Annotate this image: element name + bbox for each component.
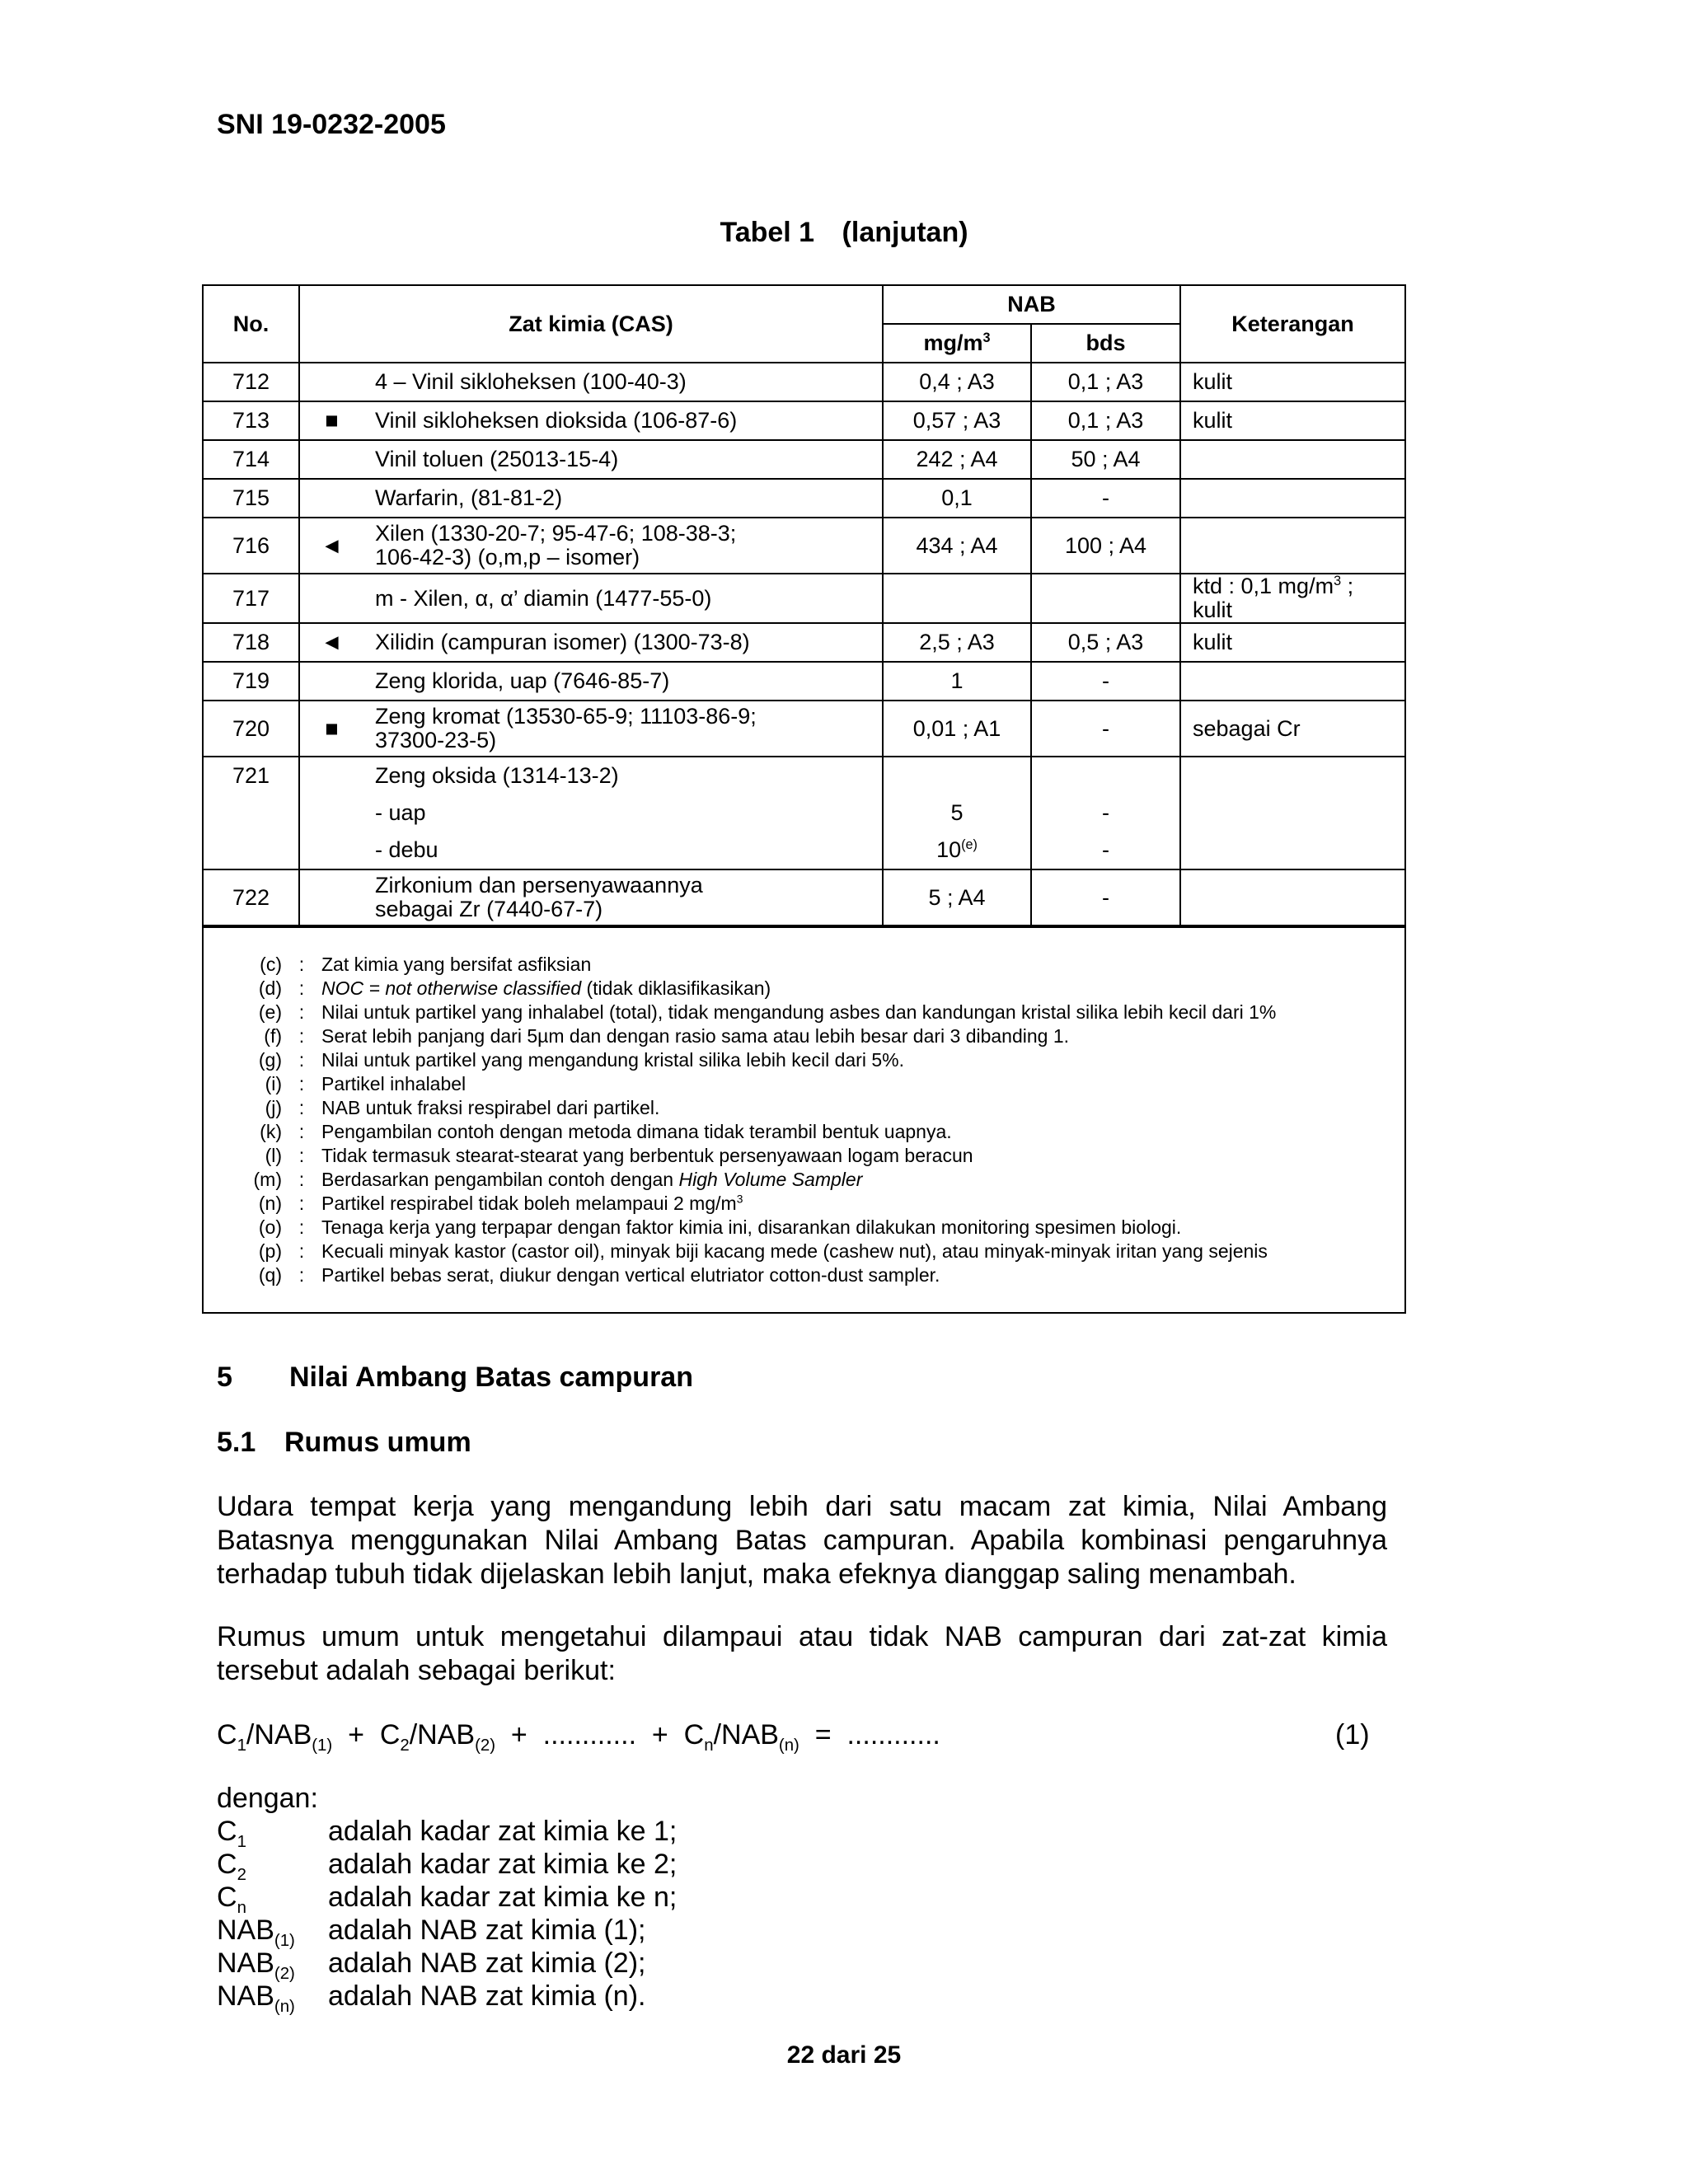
row-name-main: Zeng oksida (1314-13-2) [375,763,619,788]
section-5-heading [217,1361,693,1394]
row-bds-uap: - [1102,800,1109,825]
ket-sup: 3 [1334,574,1342,588]
row-bds: 0,5 ; A3 [1031,623,1180,662]
table-row [204,401,1404,440]
row-bds-debu: - [1102,837,1109,862]
row-name-line2: sebagai Zr (7440-67-7) [375,897,603,921]
note-code: (j) [265,1097,282,1118]
row-bds [1031,574,1180,623]
definition-text: adalah kadar zat kimia ke n; [328,1882,678,1913]
note-colon: : [298,954,305,975]
row-mg [883,757,1031,869]
definition-text: adalah kadar zat kimia ke 2; [328,1849,678,1880]
row-name [363,869,883,926]
row-name [363,701,883,757]
row-name: Vinil toluen (25013-15-4) [363,440,883,479]
paragraph-2: Rumus umum untuk mengetahui dilampaui atau tidak NAB campuran dari zat-zat kimia tersebut adalah sebagai berikut: [217,1621,1387,1686]
triangle-marker-icon: ◄ [299,518,363,574]
note-text-main: Berdasarkan pengambilan contoh dengan [321,1169,679,1190]
row-name: Zeng klorida, uap (7646-85-7) [363,662,883,701]
definition-variable [217,1914,328,1950]
row-name: Vinil sikloheksen dioksida (106-87-6) [363,401,883,440]
definition-variable [217,1848,328,1884]
note-colon: : [298,1169,305,1190]
note-text [321,1001,1404,1024]
note-text [321,1120,1404,1144]
definition-variable-text: NAB [217,1915,274,1946]
nab-table-container [202,284,1406,1314]
row-name-line2: 106-42-3) (o,m,p – isomer) [375,545,640,569]
note-text-main: Partikel bebas serat, diukur dengan vertical elutriator cotton-dust sampler. [321,1264,940,1286]
row-no: 715 [204,479,299,518]
formula-c1-sub: 1 [237,1736,246,1755]
note-item [204,1263,1404,1287]
row-mg: 0,01 ; A1 [883,701,1031,757]
ket-tail: ; kulit [1193,574,1354,622]
row-no: 722 [204,869,299,926]
definition-variable-sub: n [237,1898,246,1917]
definition-item [217,1980,677,2016]
note-colon: : [298,1049,305,1071]
note-item [204,977,1404,1001]
note-code: (q) [258,1264,282,1286]
definition-variable-text: C [217,1849,237,1880]
row-mg: 0,1 [883,479,1031,518]
note-item [204,1072,1404,1096]
row-name [363,757,883,869]
row-mg: 434 ; A4 [883,518,1031,574]
table-notes [204,926,1404,1312]
row-no: 718 [204,623,299,662]
note-colon: : [298,1001,305,1023]
row-name [363,518,883,574]
definition-text: adalah NAB zat kimia (2); [328,1947,646,1979]
formula-c1: C [217,1719,237,1750]
row-mg-uap: 5 [950,800,964,825]
row-no: 713 [204,401,299,440]
dengan-label: dengan: [217,1783,318,1814]
table-row [204,440,1404,479]
formula-equals: = ............ [799,1719,940,1750]
header-bds: bds [1031,324,1180,363]
section-number: 5.1 [217,1427,256,1458]
note-sup: 3 [736,1193,743,1206]
definition-text: adalah kadar zat kimia ke 1; [328,1816,678,1847]
note-text-main: NAB untuk fraksi respirabel dari partikel. [321,1097,660,1118]
row-no: 716 [204,518,299,574]
definition-variable-sub: 1 [237,1832,246,1851]
note-code: (i) [265,1073,282,1094]
square-marker-icon: ■ [299,701,363,757]
note-item [204,1216,1404,1240]
definition-item [217,1914,677,1950]
note-colon: : [298,1097,305,1118]
ket-text: ktd : 0,1 mg/m [1193,574,1334,598]
row-bds: - [1031,662,1180,701]
definition-variable [217,1881,328,1917]
note-text-main: (tidak diklasifikasikan) [581,977,771,999]
note-colon: : [298,1145,305,1166]
row-name-line1: Xilen (1330-20-7; 95-47-6; 108-38-3; [375,521,737,546]
row-keterangan: sebagai Cr [1180,701,1404,757]
table-title-label: Tabel 1 [720,217,815,248]
formula-cn-sub: n [704,1736,714,1755]
definition-variable-text: NAB [217,1947,274,1979]
note-code: (c) [260,954,282,975]
definition-variable [217,1815,328,1851]
definition-variable-sub: (1) [274,1931,295,1950]
document-header: SNI 19-0232-2005 [217,109,446,140]
note-text [321,1240,1404,1263]
row-bds: 50 ; A4 [1031,440,1180,479]
note-text-main: Kecuali minyak kastor (castor oil), minyak biji kacang mede (cashew nut), atau minyak-minyak iritan yang sejenis [321,1240,1268,1262]
row-mg: 1 [883,662,1031,701]
row-bds: 100 ; A4 [1031,518,1180,574]
definition-variable [217,1980,328,2016]
note-text-main: Serat lebih panjang dari 5µm dan dengan rasio sama atau lebih besar dari 3 dibanding 1. [321,1025,1070,1047]
table-title [0,217,1688,249]
note-colon: : [298,1264,305,1286]
table-row [204,662,1404,701]
note-item [204,1096,1404,1120]
row-mg: 5 ; A4 [883,869,1031,926]
formula-nab1-sub: (1) [312,1736,333,1755]
note-item [204,1001,1404,1024]
note-item [204,1192,1404,1216]
formula-nab2-sub: (2) [475,1736,496,1755]
row-keterangan: kulit [1180,623,1404,662]
row-keterangan [1180,440,1404,479]
formula-plus2: + ............ + [495,1719,684,1750]
note-text [321,1024,1404,1048]
note-colon: : [298,1073,305,1094]
row-keterangan [1180,757,1404,869]
note-colon: : [298,977,305,999]
table-row [204,869,1404,926]
row-mg-empty [895,757,1019,794]
note-code: (d) [258,977,282,999]
row-keterangan [1180,518,1404,574]
definition-variable-text: C [217,1816,237,1847]
triangle-marker-icon: ◄ [299,623,363,662]
row-bds: 0,1 ; A3 [1031,401,1180,440]
section-5-1-heading [217,1427,471,1459]
table-row [204,757,1404,869]
table-row [204,518,1404,574]
row-name-line2: 37300-23-5) [375,728,497,752]
note-colon: : [298,1216,305,1238]
header-zat-kimia: Zat kimia (CAS) [299,286,883,363]
definition-item [217,1881,678,1917]
note-text-main: Partikel respirabel tidak boleh melampaui 2 mg/m [321,1193,737,1214]
note-text [321,1096,1404,1120]
row-keterangan [1180,479,1404,518]
row-mg-debu-sup: (e) [961,837,978,852]
row-bds: - [1031,701,1180,757]
definition-variable-text: C [217,1882,237,1913]
square-marker-icon: ■ [299,401,363,440]
definition-item [217,1947,677,1983]
row-bds-empty [1043,757,1168,794]
row-mg: 0,4 ; A3 [883,363,1031,401]
row-name: m - Xilen, α, α’ diamin (1477-55-0) [363,574,883,623]
note-text-main: Partikel inhalabel [321,1073,467,1094]
definition-variable [217,1947,328,1983]
note-code: (o) [258,1216,282,1238]
row-no: 720 [204,701,299,757]
note-colon: : [298,1193,305,1214]
row-keterangan [1180,574,1404,623]
definition-variable-sub: 2 [237,1865,246,1884]
definition-item [217,1848,678,1884]
note-item [204,1240,1404,1263]
row-keterangan [1180,662,1404,701]
note-code: (g) [258,1049,282,1071]
formula [217,1719,940,1755]
note-text [321,1072,1404,1096]
row-name: Xilidin (campuran isomer) (1300-73-8) [363,623,883,662]
note-colon: : [298,1240,305,1262]
header-mg-sup: 3 [982,330,991,345]
row-bds [1031,757,1180,869]
row-bds: - [1031,479,1180,518]
note-text [321,977,1404,1001]
row-marker [299,479,363,518]
row-name-line1: Zirkonium dan persenyawaannya [375,873,703,898]
formula-c2-sub: 2 [400,1736,410,1755]
row-no: 717 [204,574,299,623]
table-row [204,623,1404,662]
row-mg [883,574,1031,623]
section-number: 5 [217,1361,232,1393]
note-item [204,1048,1404,1072]
row-name: Warfarin, (81-81-2) [363,479,883,518]
formula-nabn-sub: (n) [778,1736,799,1755]
note-code: (n) [258,1193,282,1214]
definitions-list [217,1815,678,2016]
row-keterangan [1180,869,1404,926]
row-no: 721 [204,757,299,869]
section-title: Rumus umum [284,1427,471,1458]
note-text-italic: High Volume Sampler [678,1169,863,1190]
note-code: (m) [253,1169,282,1190]
row-no: 719 [204,662,299,701]
row-marker [299,574,363,623]
note-text-main: Zat kimia yang bersifat asfiksian [321,954,592,975]
formula-plus1: + [332,1719,380,1750]
row-marker [299,662,363,701]
note-item [204,1024,1404,1048]
row-name: 4 – Vinil sikloheksen (100-40-3) [363,363,883,401]
note-text [321,1263,1404,1287]
note-code: (l) [265,1145,282,1166]
note-text [321,1048,1404,1072]
row-mg: 2,5 ; A3 [883,623,1031,662]
table-row [204,574,1404,623]
note-colon: : [298,1025,305,1047]
row-sub-debu: - debu [375,837,438,862]
row-name-line1: Zeng kromat (13530-65-9; 11103-86-9; [375,704,757,729]
row-bds: - [1031,869,1180,926]
row-marker [299,757,363,869]
note-item [204,1120,1404,1144]
note-text-main: Tidak termasuk stearat-stearat yang berbentuk persenyawaan logam beracun [321,1145,973,1166]
table-row [204,363,1404,401]
definition-variable-sub: (n) [274,1997,295,2016]
nab-table [204,286,1404,926]
note-colon: : [298,1121,305,1142]
row-marker [299,869,363,926]
table-row [204,701,1404,757]
header-mg-text: mg/m [923,330,983,355]
note-text-main: Tenaga kerja yang terpapar dengan faktor kimia ini, disarankan dilakukan monitoring spesimen biologi. [321,1216,1182,1238]
definition-text: adalah NAB zat kimia (1); [328,1915,646,1946]
note-code: (e) [258,1001,282,1023]
formula-nab2: /NAB [409,1719,476,1750]
row-mg-debu [895,832,1019,869]
formula-nabn: /NAB [713,1719,779,1750]
formula-c2: C [379,1719,401,1750]
note-code: (f) [264,1025,282,1047]
definition-variable-text: NAB [217,1980,274,2012]
note-item [204,953,1404,977]
definition-item [217,1815,678,1851]
row-sub-uap: - uap [375,800,426,825]
definition-text: adalah NAB zat kimia (n). [328,1980,646,2012]
table-row [204,479,1404,518]
row-marker [299,363,363,401]
note-text [321,953,1404,977]
note-text [321,1216,1404,1240]
note-text-italic: NOC = not otherwise classified [321,977,582,999]
header-nab: NAB [883,286,1180,324]
formula-cn: C [683,1719,705,1750]
row-keterangan: kulit [1180,363,1404,401]
note-code: (p) [258,1240,282,1262]
note-text-main: Nilai untuk partikel yang inhalabel (total), tidak mengandung asbes dan kandungan kristal silika lebih kecil dari 1% [321,1001,1277,1023]
formula-nab1: /NAB [246,1719,312,1750]
row-mg: 242 ; A4 [883,440,1031,479]
row-bds: 0,1 ; A3 [1031,363,1180,401]
note-text [321,1168,1404,1192]
row-mg: 0,57 ; A3 [883,401,1031,440]
row-mg-debu-value: 10 [936,837,962,862]
note-text-main: Pengambilan contoh dengan metoda dimana tidak terambil bentuk uapnya. [321,1121,952,1142]
section-title: Nilai Ambang Batas campuran [289,1361,693,1393]
note-item [204,1144,1404,1168]
header-keterangan: Keterangan [1180,286,1404,363]
row-no: 712 [204,363,299,401]
header-mg-m3 [883,324,1031,363]
note-item [204,1168,1404,1192]
row-marker [299,440,363,479]
header-no: No. [204,286,299,363]
paragraph-1: Udara tempat kerja yang mengandung lebih dari satu macam zat kimia, Nilai Ambang Batasnya menggunakan Nilai Ambang Batas campuran. Apabila kombinasi pengaruhnya terhadap tubuh tidak dijelaskan lebih lanjut, maka efeknya dianggap saling menambah. [217,1491,1387,1590]
table-title-continued: (lanjutan) [842,217,968,248]
note-text-main: Nilai untuk partikel yang mengandung kristal silika lebih kecil dari 5%. [321,1049,904,1071]
note-text [321,1144,1404,1168]
row-keterangan: kulit [1180,401,1404,440]
definition-variable-sub: (2) [274,1964,295,1983]
page-number: 22 dari 25 [786,2041,902,2069]
row-no: 714 [204,440,299,479]
note-code: (k) [260,1121,282,1142]
note-text [321,1192,1404,1216]
equation-number: (1) [1335,1719,1370,1750]
